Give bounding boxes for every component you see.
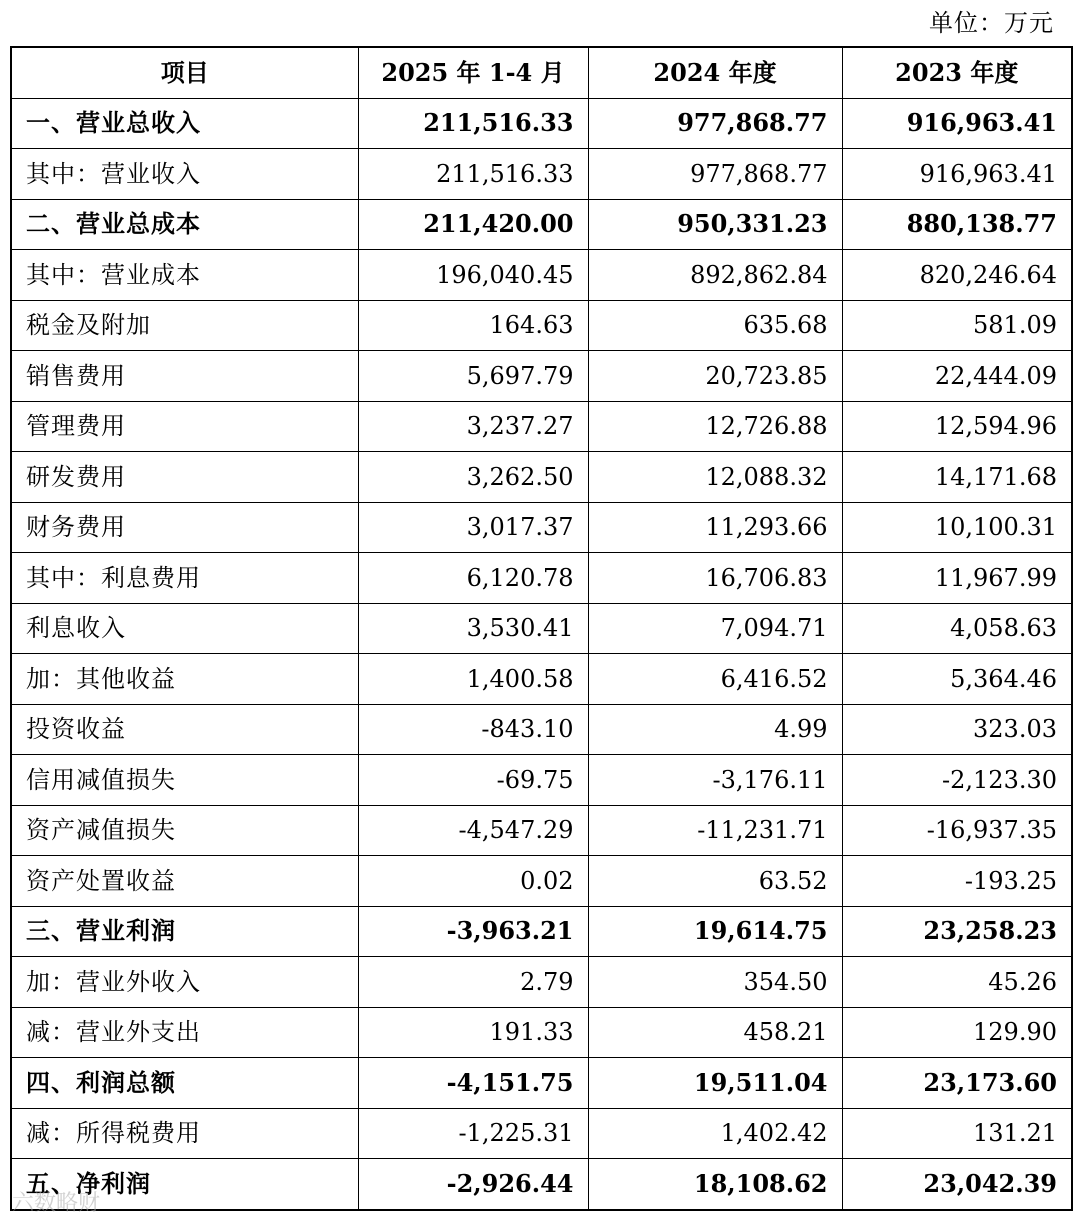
table-row: [11, 553, 1072, 604]
row-value: 820,246.64: [842, 250, 1072, 301]
row-value: 892,862.84: [588, 250, 842, 301]
row-value: 12,088.32: [588, 452, 842, 503]
row-value: 2.79: [358, 957, 588, 1008]
row-value: 196,040.45: [358, 250, 588, 301]
row-label: 加：其他收益: [11, 654, 358, 705]
header-2023: 2023 年度: [842, 47, 1072, 98]
row-value: 10,100.31: [842, 502, 1072, 553]
row-label: 加：营业外收入: [11, 957, 358, 1008]
table-row: [11, 300, 1072, 351]
row-value: 3,017.37: [358, 502, 588, 553]
row-value: 131.21: [842, 1108, 1072, 1159]
table-row: [11, 1007, 1072, 1058]
header-2025-jan-apr: 2025 年 1-4 月: [358, 47, 588, 98]
table-row: [11, 1058, 1072, 1109]
row-value: 5,697.79: [358, 351, 588, 402]
row-value: 63.52: [588, 856, 842, 907]
row-value: 354.50: [588, 957, 842, 1008]
row-value: 211,516.33: [358, 149, 588, 200]
row-value: 0.02: [358, 856, 588, 907]
row-value: 191.33: [358, 1007, 588, 1058]
row-label: 销售费用: [11, 351, 358, 402]
row-value: 1,400.58: [358, 654, 588, 705]
row-value: 19,614.75: [588, 906, 842, 957]
row-value: 23,258.23: [842, 906, 1072, 957]
row-label: 四、利润总额: [11, 1058, 358, 1109]
table-row: [11, 502, 1072, 553]
row-value: 1,402.42: [588, 1108, 842, 1159]
row-value: 164.63: [358, 300, 588, 351]
table-row: [11, 603, 1072, 654]
row-label: 三、营业利润: [11, 906, 358, 957]
row-value: -3,176.11: [588, 755, 842, 806]
row-value: 211,516.33: [358, 98, 588, 149]
row-value: 23,173.60: [842, 1058, 1072, 1109]
income-statement-table: [10, 46, 1073, 1211]
row-label: 资产处置收益: [11, 856, 358, 907]
table-row: [11, 805, 1072, 856]
row-label: 资产减值损失: [11, 805, 358, 856]
row-value: 11,967.99: [842, 553, 1072, 604]
row-value: 977,868.77: [588, 98, 842, 149]
table-row: [11, 452, 1072, 503]
row-value: 581.09: [842, 300, 1072, 351]
row-value: 4,058.63: [842, 603, 1072, 654]
row-value: -2,926.44: [358, 1159, 588, 1210]
table-row: [11, 704, 1072, 755]
table-row: [11, 856, 1072, 907]
row-value: 22,444.09: [842, 351, 1072, 402]
row-value: -193.25: [842, 856, 1072, 907]
unit-label: 单位：万元: [929, 9, 1054, 37]
row-label: 投资收益: [11, 704, 358, 755]
row-value: 3,262.50: [358, 452, 588, 503]
row-value: 3,237.27: [358, 401, 588, 452]
row-label: 减：营业外支出: [11, 1007, 358, 1058]
row-label: 其中：利息费用: [11, 553, 358, 604]
row-value: 23,042.39: [842, 1159, 1072, 1210]
row-value: 6,120.78: [358, 553, 588, 604]
row-label: 五、净利润: [11, 1159, 358, 1210]
row-value: 3,530.41: [358, 603, 588, 654]
row-value: -843.10: [358, 704, 588, 755]
row-value: 5,364.46: [842, 654, 1072, 705]
row-value: 18,108.62: [588, 1159, 842, 1210]
row-value: 880,138.77: [842, 199, 1072, 250]
row-label: 二、营业总成本: [11, 199, 358, 250]
row-value: 7,094.71: [588, 603, 842, 654]
header-2024: 2024 年度: [588, 47, 842, 98]
table-row: [11, 906, 1072, 957]
row-value: 14,171.68: [842, 452, 1072, 503]
row-value: 950,331.23: [588, 199, 842, 250]
row-value: -1,225.31: [358, 1108, 588, 1159]
row-value: 16,706.83: [588, 553, 842, 604]
row-value: 211,420.00: [358, 199, 588, 250]
row-label: 利息收入: [11, 603, 358, 654]
table-row: [11, 351, 1072, 402]
row-value: 4.99: [588, 704, 842, 755]
row-value: -69.75: [358, 755, 588, 806]
table-row: [11, 654, 1072, 705]
row-value: 45.26: [842, 957, 1072, 1008]
table-row: [11, 957, 1072, 1008]
row-value: 916,963.41: [842, 149, 1072, 200]
row-value: 11,293.66: [588, 502, 842, 553]
row-label: 税金及附加: [11, 300, 358, 351]
row-value: -4,151.75: [358, 1058, 588, 1109]
row-label: 其中：营业收入: [11, 149, 358, 200]
row-label: 管理费用: [11, 401, 358, 452]
table-row: [11, 149, 1072, 200]
row-value: 20,723.85: [588, 351, 842, 402]
table-row: [11, 1159, 1072, 1210]
row-label: 财务费用: [11, 502, 358, 553]
table-row: [11, 199, 1072, 250]
row-value: 458.21: [588, 1007, 842, 1058]
row-value: 12,726.88: [588, 401, 842, 452]
row-label: 减：所得税费用: [11, 1108, 358, 1159]
row-value: 635.68: [588, 300, 842, 351]
row-label: 其中：营业成本: [11, 250, 358, 301]
table-row: [11, 250, 1072, 301]
table-row: [11, 98, 1072, 149]
row-value: -4,547.29: [358, 805, 588, 856]
table-row: [11, 755, 1072, 806]
row-value: -3,963.21: [358, 906, 588, 957]
row-value: 323.03: [842, 704, 1072, 755]
row-value: -16,937.35: [842, 805, 1072, 856]
row-value: -2,123.30: [842, 755, 1072, 806]
row-value: 6,416.52: [588, 654, 842, 705]
row-value: 129.90: [842, 1007, 1072, 1058]
row-value: 12,594.96: [842, 401, 1072, 452]
header-row: [11, 47, 1072, 98]
table-row: [11, 1108, 1072, 1159]
row-value: 916,963.41: [842, 98, 1072, 149]
table-row: [11, 401, 1072, 452]
row-label: 研发费用: [11, 452, 358, 503]
row-value: -11,231.71: [588, 805, 842, 856]
table-body: [11, 98, 1072, 1210]
row-value: 977,868.77: [588, 149, 842, 200]
header-item: 项目: [11, 47, 358, 98]
watermark: 六数略财: [12, 1191, 101, 1216]
row-label: 信用减值损失: [11, 755, 358, 806]
row-label: 一、营业总收入: [11, 98, 358, 149]
row-value: 19,511.04: [588, 1058, 842, 1109]
